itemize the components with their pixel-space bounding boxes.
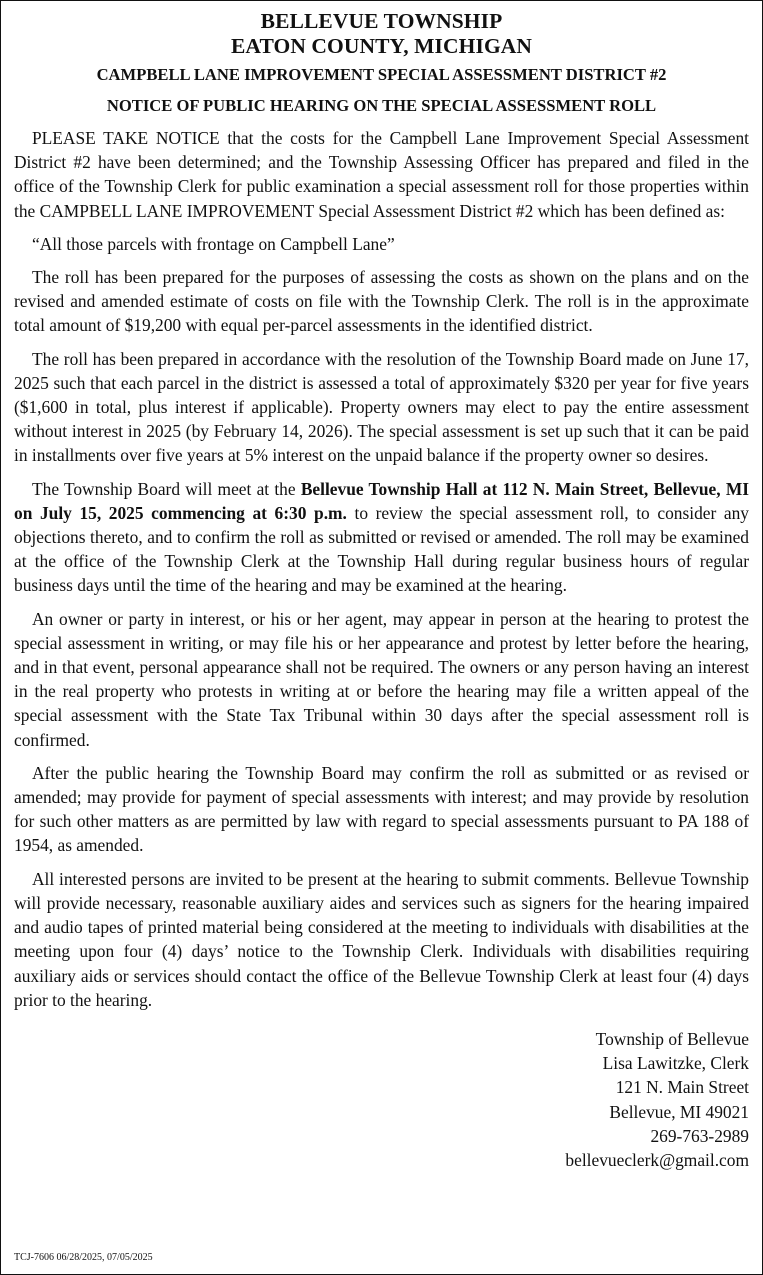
notice-title: NOTICE OF PUBLIC HEARING ON THE SPECIAL ASSESSMENT ROLL [106, 96, 657, 115]
publication-footer: TCJ-7606 06/28/2025, 07/05/2025 [14, 1252, 153, 1263]
county-name: EATON COUNTY, MICHIGAN [230, 34, 533, 58]
township-name: BELLEVUE TOWNSHIP [260, 9, 503, 33]
signature-phone: 269-763-2989 [650, 1125, 749, 1146]
meeting-location-time: Bellevue Township Hall at 112 N. Main Street, Bellevue, MI on July 15, 2025 commencing at 6:30 p.m. [14, 478, 750, 523]
notice-body [14, 126, 749, 1012]
signature-block [14, 1027, 749, 1172]
paragraph-definition: “All those parcels with frontage on Campbell Lane” [32, 233, 395, 254]
signature-city: Bellevue, MI 49021 [609, 1101, 749, 1122]
district-title: CAMPBELL LANE IMPROVEMENT SPECIAL ASSESSMENT DISTRICT #2 [96, 65, 667, 84]
paragraph-notice: PLEASE TAKE NOTICE that the costs for the Campbell Lane Improvement Special Assessment District #2 have been determined; and the Township Assessing Officer has prepared and filed in the office of the Township Clerk for public examination a special assessment roll for those properties within the CAMPBELL LANE IMPROVEMENT Special Assessment District #2 which has been defined as: [14, 128, 749, 221]
signature-org: Township of Bellevue [595, 1028, 749, 1049]
paragraph-confirmation: After the public hearing the Township Board may confirm the roll as submitted or as revised or amended; may provide for payment of special assessments with interest; and may provide by resolution for such other matters as are permitted by law with regard to special assessments pursuant to PA 188 of 1954, as amended. [14, 762, 749, 856]
paragraph-roll-amount: The roll has been prepared for the purposes of assessing the costs as shown on the plans and on the revised and amended estimate of costs on file with the Township Clerk. The roll is in the approximate total amount of $19,200 with equal per-parcel assessments in the identified district. [14, 267, 749, 336]
signature-street: 121 N. Main Street [615, 1077, 749, 1098]
paragraph-accessibility: All interested persons are invited to be present at the hearing to submit comments. Bellevue Township will provide necessary, reasonable auxiliary aides and services such as signers for the hearing impaired and audio tapes of printed material being considered at the meeting to individuals with disabilities at the meeting upon four (4) days’ notice to the Township Clerk. Individuals with disabilities requiring auxiliary aids or services should contact the office of the Bellevue Township Clerk at least four (4) days prior to the hearing. [14, 868, 749, 1010]
paragraph-resolution: The roll has been prepared in accordance with the resolution of the Township Board made on June 17, 2025 such that each parcel in the district is assessed a total of approximately $320 per year for five years ($1,600 in total, plus interest if applicable). Property owners may elect to pay the entire assessment without interest in 2025 (by February 14, 2026). The special assessment is set up such that it can be paid in installments over five years at 5% interest on the unpaid balance if the property owner so desires. [14, 348, 749, 466]
meeting-intro: The Township Board will meet at the [32, 478, 301, 499]
paragraph-meeting [14, 477, 749, 598]
meeting-details: to review the special assessment roll, to consider any objections thereto, and to confirm the roll as submitted or revised or amended. The roll may be examined at the office of the Township Clerk at the Township Hall during regular business hours of regular business days until the time of the hearing and may be examined at the hearing. [14, 502, 749, 596]
signature-name: Lisa Lawitzke, Clerk [602, 1053, 749, 1074]
paragraph-protest: An owner or party in interest, or his or her agent, may appear in person at the hearing to protest the special assessment in writing, or may file his or her appearance and protest by letter before the hearing, and in that event, personal appearance shall not be required. The owners or any person having an interest in the real property who protests in writing at or before the hearing may file a written appeal of the special assessment with the State Tax Tribunal within 30 days after the special assessment roll is confirmed. [14, 608, 749, 750]
signature-email: bellevueclerk@gmail.com [565, 1149, 749, 1170]
